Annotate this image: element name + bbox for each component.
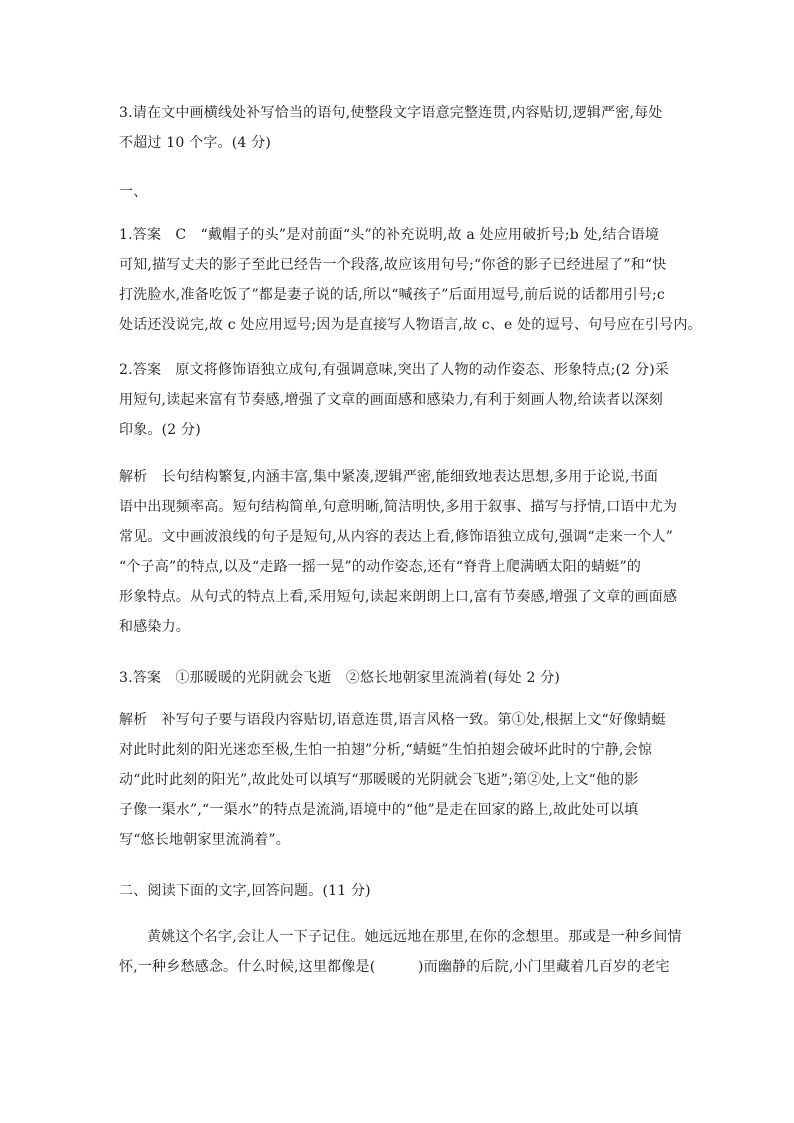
analysis-2-line: “个子高”的特点,以及“走路一摇一晃”的动作姿态,还有“脊背上爬满晒太阳的蜻蜓”的 — [119, 559, 642, 575]
question-3-line: 不超过 10 个字。(4 分) — [119, 135, 271, 151]
analysis-2-line: 常见。文中画波浪线的句子是短句,从内容的表达上看,修饰语独立成句,强调“走来一个人” — [119, 529, 674, 545]
section-two-heading-text: 二、阅读下面的文字,回答问题。(11 分) — [119, 883, 371, 899]
passage-line: 黄姚这个名字,会让人一下子记住。她远远地在那里,在你的念想里。那或是一种乡间情 — [147, 929, 682, 945]
analysis-2 — [119, 462, 681, 642]
analysis-2-line: 解析 长句结构繁复,内涵丰富,集中紧凑,逻辑严密,能细致地表达思想,多用于论说,书面 — [119, 469, 659, 485]
answer-3 — [119, 663, 681, 693]
answer-2-line: 2.答案 原文将修饰语独立成句,有强调意味,突出了人物的动作姿态、形象特点;(2 分)采 — [119, 362, 670, 378]
answer-2-line: 印象。(2 分) — [119, 422, 201, 438]
answer-2 — [119, 355, 681, 445]
section-two-heading — [119, 876, 681, 906]
answer-3-line: 3.答案 ①那暖暖的光阴就会飞逝 ②悠长地朝家里流淌着(每处 2 分) — [119, 670, 561, 686]
section-one-heading-text: 一、 — [119, 184, 148, 200]
answer-2-line: 用短句,读起来富有节奏感,增强了文章的画面感和感染力,有利于刻画人物,给读者以深刻 — [119, 392, 663, 408]
analysis-3-line: 子像一渠水”,“一渠水”的特点是流淌,语境中的“他”是走在回家的路上,故此处可以填 — [119, 802, 639, 818]
analysis-3-line: 动“此时此刻的阳光”,故此处可以填写“那暖暖的光阴就会飞逝”;第②处,上文“他的影 — [119, 772, 639, 788]
analysis-2-line: 形象特点。从句式的特点上看,采用短句,读起来朗朗上口,富有节奏感,增强了文章的画面感 — [119, 589, 678, 605]
answer-1 — [119, 220, 702, 340]
analysis-3 — [119, 705, 681, 855]
answer-1-line: 处话还没说完,故 c 处应用逗号;因为是直接写人物语言,故 c、e 处的逗号、句号应在引号内。 — [119, 317, 702, 333]
answer-1-line: 打洗脸水,准备吃饭了”都是妻子说的话,所以“喊孩子”后面用逗号,前后说的话都用引号;c — [119, 287, 665, 303]
question-3-line: 3.请在文中画横线处补写恰当的语句,使整段文字语意完整连贯,内容贴切,逻辑严密,每处 — [119, 105, 663, 121]
section-one-heading — [119, 177, 681, 207]
analysis-2-line: 语中出现频率高。短句结构简单,句意明晰,简洁明快,多用于叙事、描写与抒情,口语中尤为 — [119, 499, 678, 515]
analysis-3-line: 对此时此刻的阳光迷恋至极,生怕一拍翅”分析,“蜻蜓”生怕拍翅会破坏此时的宁静,会惊 — [119, 742, 653, 758]
answer-1-line: 可知,描写丈夫的影子至此已经告一个段落,故应该用句号;“你爸的影子已经进屋了”和“快 — [119, 257, 667, 273]
analysis-3-line: 解析 补写句子要与语段内容贴切,语意连贯,语言风格一致。第①处,根据上文“好像蜻蜓 — [119, 712, 666, 728]
analysis-3-line: 写“悠长地朝家里流淌着”。 — [119, 832, 290, 848]
passage-line: 怀,一种乡愁感念。什么时候,这里都像是( )而幽静的后院,小门里藏着几百岁的老宅 — [119, 959, 670, 975]
analysis-2-line: 和感染力。 — [119, 619, 190, 635]
question-3-prompt — [119, 98, 681, 158]
reading-passage — [119, 922, 681, 982]
answer-1-line: 1.答案 C “戴帽子的头”是对前面“头”的补充说明,故 a 处应用破折号;b 处,结合语境 — [119, 227, 660, 243]
